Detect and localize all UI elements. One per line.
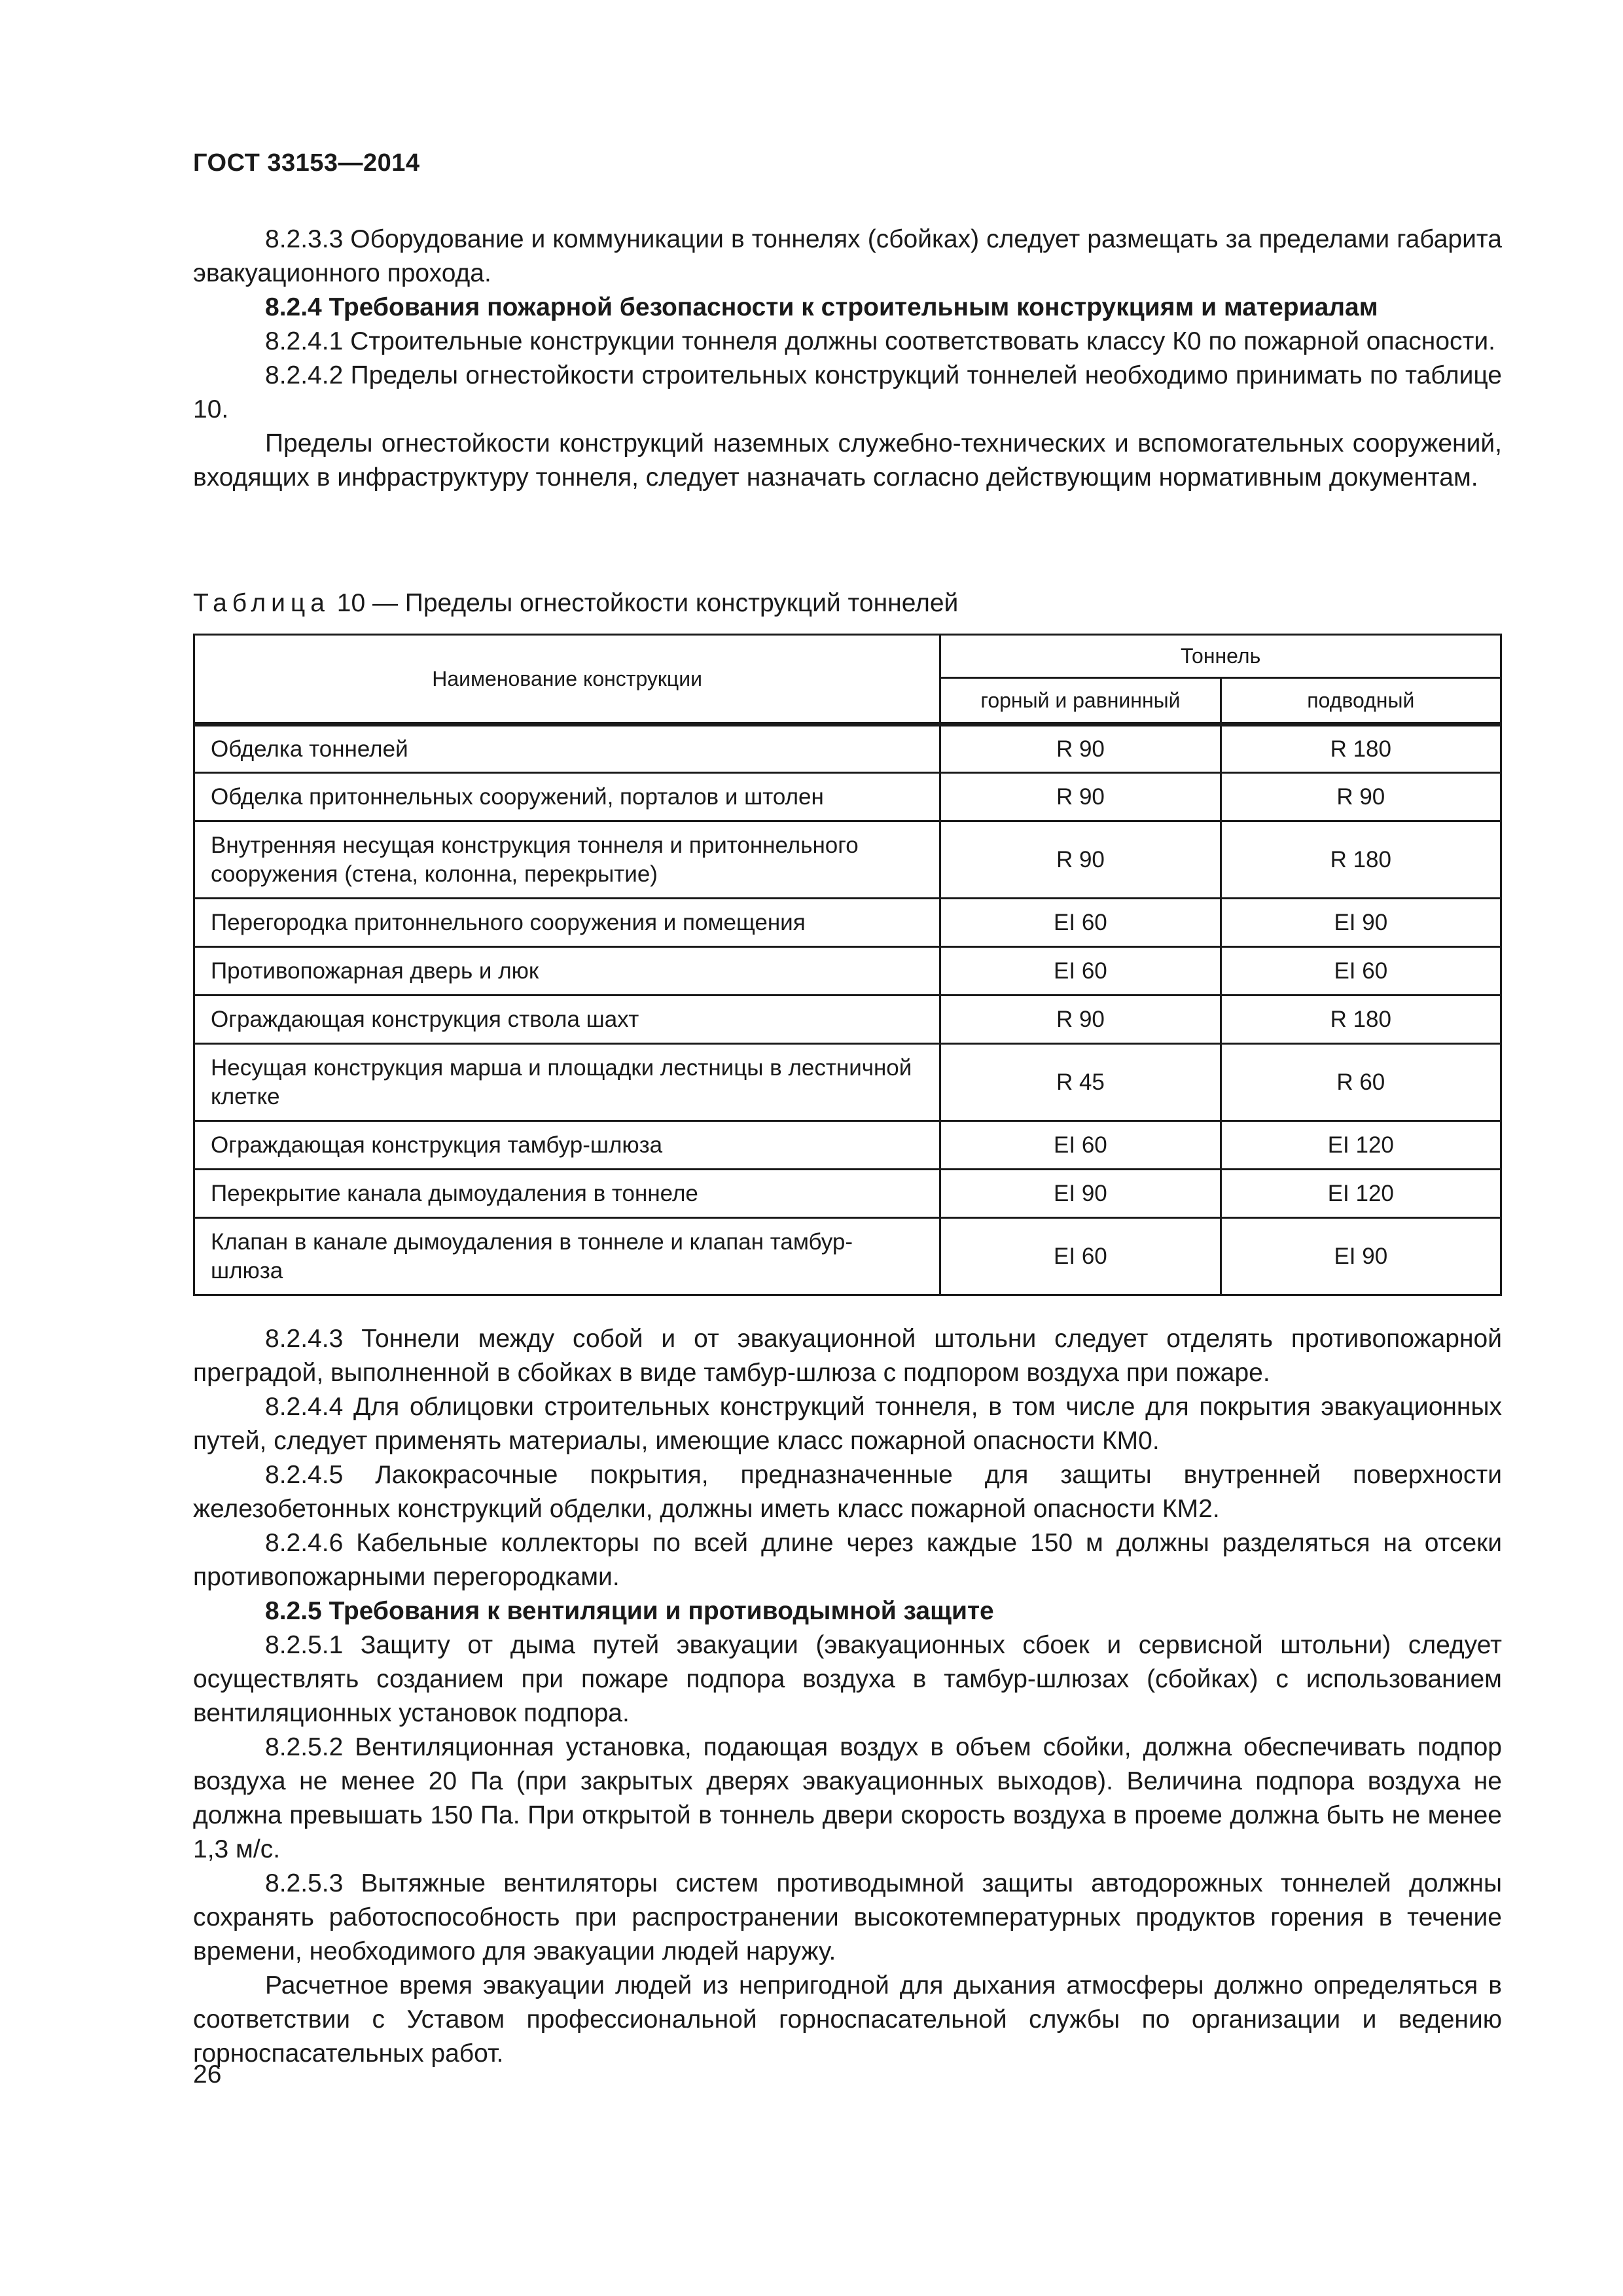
row-value-mountain: EI 60 xyxy=(940,1218,1221,1295)
paragraph-8-2-5-2: 8.2.5.2 Вентиляционная установка, подающая воздух в объем сбойки, должна обеспечивать подпор воздуха не менее 20 Па (при закрытых дверях эвакуационных выходов). Величина подпора воздуха не должна превышать 150 Па. При открытой в тоннель двери скорость воздуха в проеме должна быть не менее 1,3 м/с. xyxy=(193,1733,1502,1863)
table-row xyxy=(194,899,1501,947)
paragraph-8-2-4-1: 8.2.4.1 Строительные конструкции тоннеля должны соответствовать классу К0 по пожарной опасности. xyxy=(265,327,1496,355)
text-block-upper xyxy=(193,223,1502,495)
section-heading-8-2-4: 8.2.4 Требования пожарной безопасности к строительным конструкциям и материалам xyxy=(265,293,1378,321)
row-value-underwater: EI 90 xyxy=(1221,1218,1501,1295)
table-caption-title: 10 — Пределы огнестойкости конструкций тоннелей xyxy=(329,589,959,617)
row-value-mountain: EI 60 xyxy=(940,899,1221,947)
table-header-tunnel: Тоннель xyxy=(940,635,1501,678)
paragraph-8-2-4-4: 8.2.4.4 Для облицовки строительных конструкций тоннеля, в том числе для покрытия эвакуационных путей, следует применять материалы, имеющие класс пожарной опасности КМ0. xyxy=(193,1393,1502,1455)
row-name: Несущая конструкция марша и площадки лестницы в лестничной клетке xyxy=(194,1044,940,1121)
row-name: Перекрытие канала дымоудаления в тоннеле xyxy=(194,1170,940,1218)
row-value-underwater: EI 90 xyxy=(1221,899,1501,947)
row-value-underwater: R 180 xyxy=(1221,996,1501,1044)
row-name: Противопожарная дверь и люк xyxy=(194,947,940,996)
paragraph-8-2-4-2: 8.2.4.2 Пределы огнестойкости строительных конструкций тоннелей необходимо принимать по таблице 10. xyxy=(193,361,1502,423)
paragraph-8-2-4-6: 8.2.4.6 Кабельные коллекторы по всей длине через каждые 150 м должны разделяться на отсеки противопожарными перегородками. xyxy=(193,1529,1502,1591)
row-name: Обделка притоннельных сооружений, порталов и штолен xyxy=(194,773,940,821)
row-name: Обделка тоннелей xyxy=(194,725,940,773)
table-row xyxy=(194,1121,1501,1170)
table-header-name: Наименование конструкции xyxy=(194,635,940,725)
page-number: 26 xyxy=(193,2060,222,2089)
row-name: Ограждающая конструкция тамбур-шлюза xyxy=(194,1121,940,1170)
row-value-underwater: R 60 xyxy=(1221,1044,1501,1121)
fire-resistance-table xyxy=(193,634,1502,1296)
row-value-mountain: R 90 xyxy=(940,725,1221,773)
text-block-lower xyxy=(193,1322,1502,2071)
row-value-underwater: EI 120 xyxy=(1221,1121,1501,1170)
row-value-mountain: R 45 xyxy=(940,1044,1221,1121)
table-caption xyxy=(193,586,958,620)
table-row xyxy=(194,1044,1501,1121)
row-value-underwater: R 90 xyxy=(1221,773,1501,821)
row-name: Внутренняя несущая конструкция тоннеля и притоннельного сооружения (стена, колонна, перекрытие) xyxy=(194,821,940,899)
paragraph-fire-limits-ground: Пределы огнестойкости конструкций наземных служебно-технических и вспомогательных сооружений, входящих в инфраструктуру тоннеля, следует назначать согласно действующим нормативным документам. xyxy=(193,429,1502,492)
row-value-underwater: EI 60 xyxy=(1221,947,1501,996)
table-header-mountain: горный и равнинный xyxy=(940,678,1221,725)
paragraph-8-2-4-3: 8.2.4.3 Тоннели между собой и от эвакуационной штольни следует отделять противопожарной преградой, выполненной в сбойках в виде тамбур-шлюза с подпором воздуха при пожаре. xyxy=(193,1325,1502,1387)
row-value-underwater: R 180 xyxy=(1221,725,1501,773)
document-page xyxy=(193,0,1502,2296)
paragraph-8-2-4-5: 8.2.4.5 Лакокрасочные покрытия, предназначенные для защиты внутренней поверхности железобетонных конструкций обделки, должны иметь класс пожарной опасности КМ2. xyxy=(193,1461,1502,1523)
section-heading-8-2-5: 8.2.5 Требования к вентиляции и противодымной защите xyxy=(265,1597,994,1625)
table-row xyxy=(194,821,1501,899)
table-row xyxy=(194,725,1501,773)
table-row xyxy=(194,1218,1501,1295)
table-row xyxy=(194,947,1501,996)
row-value-mountain: R 90 xyxy=(940,821,1221,899)
row-value-mountain: EI 90 xyxy=(940,1170,1221,1218)
table-row xyxy=(194,1170,1501,1218)
row-name: Перегородка притоннельного сооружения и помещения xyxy=(194,899,940,947)
row-value-underwater: R 180 xyxy=(1221,821,1501,899)
row-value-mountain: R 90 xyxy=(940,773,1221,821)
standard-header: ГОСТ 33153—2014 xyxy=(193,149,420,177)
table-row xyxy=(194,996,1501,1044)
paragraph-8-2-5-3: 8.2.5.3 Вытяжные вентиляторы систем противодымной защиты автодорожных тоннелей должны сохранять работоспособность при распространении высокотемпературных продуктов горения в течение времени, необходимого для эвакуации людей наружу. xyxy=(193,1869,1502,1965)
paragraph-8-2-3-3: 8.2.3.3 Оборудование и коммуникации в тоннелях (сбойках) следует размещать за пределами габарита эвакуационного прохода. xyxy=(193,225,1502,287)
paragraph-8-2-5-1: 8.2.5.1 Защиту от дыма путей эвакуации (эвакуационных сбоек и сервисной штольни) следует осуществлять созданием при пожаре подпора воздуха в тамбур-шлюзах (сбойках) с использованием вентиляционных установок подпора. xyxy=(193,1631,1502,1727)
row-value-mountain: EI 60 xyxy=(940,947,1221,996)
row-name: Клапан в канале дымоудаления в тоннеле и клапан тамбур-шлюза xyxy=(194,1218,940,1295)
row-name: Ограждающая конструкция ствола шахт xyxy=(194,996,940,1044)
table-row xyxy=(194,773,1501,821)
paragraph-evacuation-time: Расчетное время эвакуации людей из непригодной для дыхания атмосферы должно определяться в соответствии с Уставом профессиональной горноспасательной службы по организации и ведению горноспасательных работ. xyxy=(193,1971,1502,2068)
row-value-mountain: EI 60 xyxy=(940,1121,1221,1170)
table-header-underwater: подводный xyxy=(1221,678,1501,725)
row-value-underwater: EI 120 xyxy=(1221,1170,1501,1218)
table-caption-prefix: Таблица xyxy=(193,589,330,617)
row-value-mountain: R 90 xyxy=(940,996,1221,1044)
